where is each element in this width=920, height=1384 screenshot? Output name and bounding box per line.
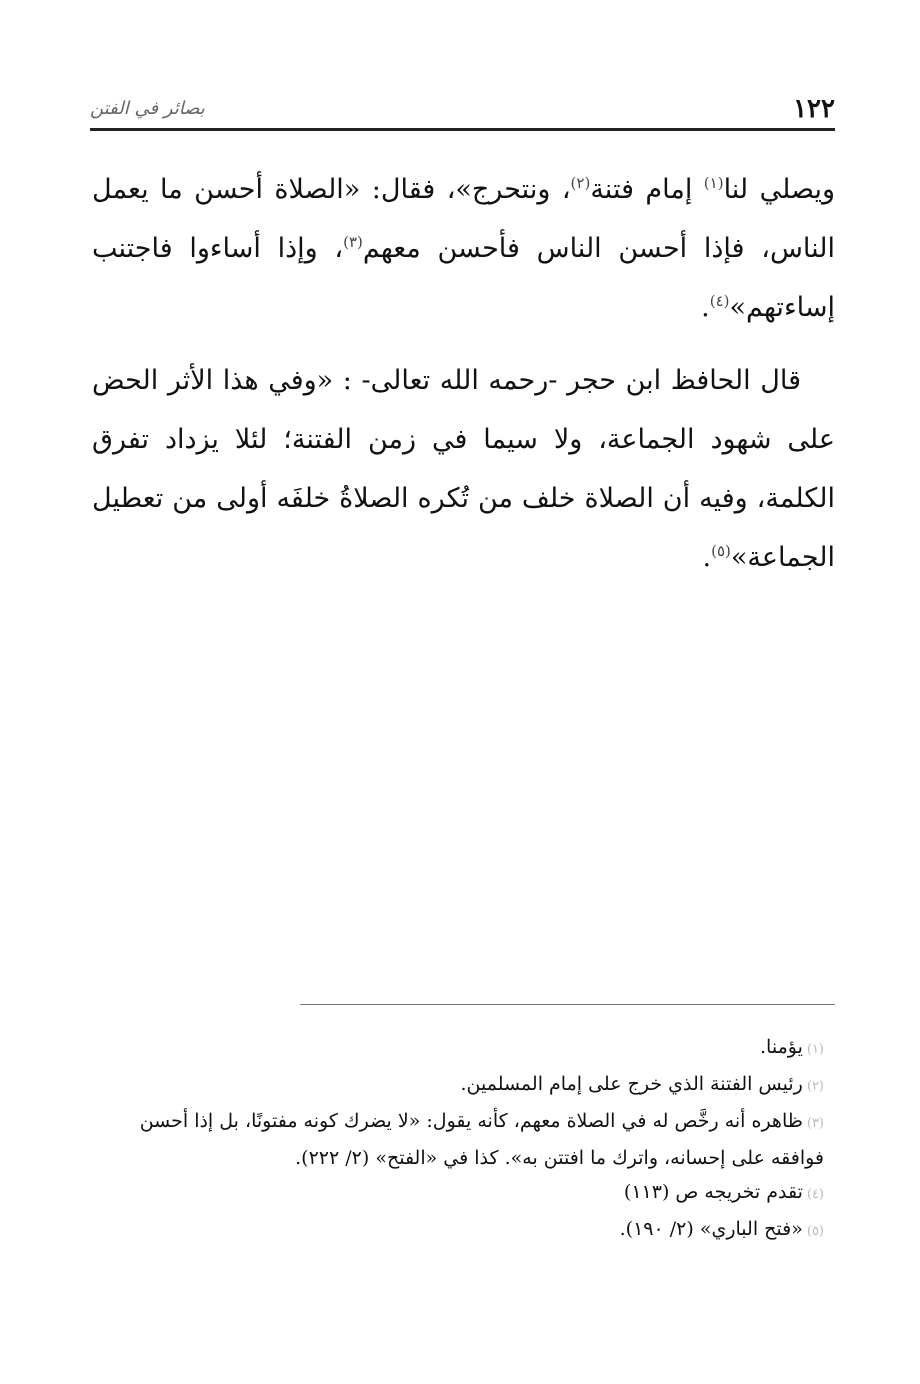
footnote-ref-4: (٤) bbox=[709, 292, 730, 310]
footnote-3 bbox=[96, 1104, 824, 1175]
p1-text-2: إمام فتنة bbox=[590, 174, 704, 205]
footnote-separator bbox=[300, 1004, 835, 1005]
footnote-2 bbox=[96, 1067, 824, 1104]
footnote-1 bbox=[96, 1030, 824, 1067]
paragraph-2 bbox=[92, 351, 835, 587]
paragraph-1 bbox=[92, 160, 835, 337]
footnote-number: (٣) bbox=[806, 1116, 824, 1131]
footnote-number: (٢) bbox=[806, 1079, 824, 1094]
p2-text-2: . bbox=[702, 542, 712, 573]
page-number: ١٢٢ bbox=[793, 94, 835, 124]
footnote-text: «فتح الباري» (٢/ ١٩٠). bbox=[619, 1218, 803, 1240]
running-title: بصائر في الفتن bbox=[90, 98, 205, 119]
footnote-ref-5: (٥) bbox=[711, 542, 731, 560]
header-rule bbox=[90, 128, 835, 131]
footnote-number: (١) bbox=[806, 1042, 824, 1057]
footnote-text: ظاهره أنه رخَّص له في الصلاة معهم، كأنه يقول: «لا يضرك كونه مفتونًا، بل إذا أحسن فوافقه على إحسانه، واترك ما افتتن به». كذا في «الفتح» (٢/ ٢٢٢). bbox=[139, 1110, 824, 1169]
footnote-text: رئيس الفتنة الذي خرج على إمام المسلمين. bbox=[460, 1073, 803, 1095]
p1-text-4: ، وإذا أساءوا فاجتنب إساءتهم» bbox=[92, 233, 835, 323]
p1-text-3: ، ونتحرج»، فقال: «الصلاة أحسن ما يعمل الناس، فإذا أحسن الناس فأحسن معهم bbox=[92, 174, 836, 264]
footnote-number: (٤) bbox=[806, 1187, 824, 1202]
footnote-ref-2: (٢) bbox=[570, 174, 591, 192]
p1-text-1: ويصلي لنا bbox=[723, 174, 836, 205]
p1-text-5: . bbox=[701, 292, 710, 323]
footnote-4 bbox=[96, 1175, 824, 1212]
footnotes bbox=[96, 1030, 824, 1249]
footnote-5 bbox=[96, 1212, 824, 1249]
footnote-text: يؤمنا. bbox=[760, 1036, 803, 1058]
page-header bbox=[90, 92, 835, 128]
p2-text-1: قال الحافظ ابن حجر -رحمه الله تعالى- : «وفي هذا الأثر الحض على شهود الجماعة، ولا سيما في زمن الفتنة؛ لئلا يزداد تفرق الكلمة، وفيه أن الصلاة خلف من تُكره الصلاةُ خلفَه أولى من تعطيل الجماعة» bbox=[92, 365, 835, 573]
footnote-ref-3: (٣) bbox=[343, 233, 363, 251]
footnote-text: تقدم تخريجه ص (١١٣) bbox=[623, 1181, 803, 1203]
main-text bbox=[92, 160, 835, 587]
footnote-number: (٥) bbox=[806, 1224, 824, 1239]
footnote-ref-1: (١) bbox=[703, 174, 724, 192]
